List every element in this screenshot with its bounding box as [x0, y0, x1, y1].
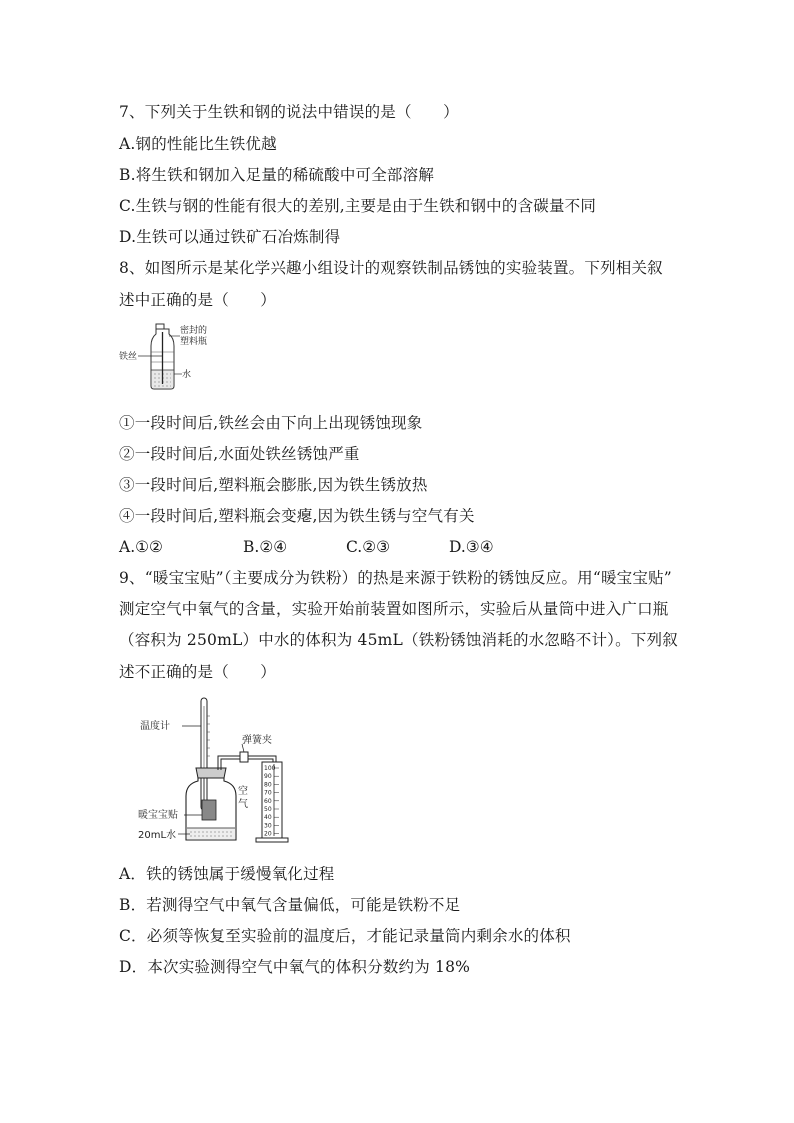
q9-option-d: D．本次实验测得空气中氧气的体积分数约为 18% [119, 958, 471, 976]
q7-option-d: D.生铁可以通过铁矿石冶炼制得 [119, 228, 341, 246]
bottle-cap [156, 324, 164, 329]
label-water-20ml: 20mL水 [138, 830, 177, 841]
q8-bottle-figure [118, 322, 228, 392]
q7-option-c: C.生铁与钢的性能有很大的差别,主要是由于生铁和钢中的含碳量不同 [119, 197, 597, 215]
cylinder-tick-label: 40 [264, 814, 272, 822]
q7-option-a: A.钢的性能比生铁优越 [119, 135, 277, 153]
label-heat-pad: 暖宝宝贴 [138, 810, 178, 821]
q8-statement-1: ①一段时间后,铁丝会由下向上出现锈蚀现象 [119, 414, 423, 432]
q8-option-c: C.②③ [346, 538, 391, 556]
label-air-2: 气 [238, 799, 248, 810]
cylinder-tick-label: 90 [264, 773, 272, 781]
q9-stem-line1: 9、“暖宝宝贴”（主要成分为铁粉）的热是来源于铁粉的锈蚀反应。用“暖宝宝贴” [119, 569, 672, 587]
q8-stem-line2: 述中正确的是（ ） [119, 291, 277, 309]
cylinder-tick-label: 50 [264, 806, 272, 813]
label-spring-clamp: 弹簧夹 [242, 735, 272, 746]
label-air-1: 空 [238, 786, 248, 797]
cylinder-tick-label: 30 [264, 822, 272, 830]
label-sealed-bottle-1: 密封的 [180, 326, 208, 336]
q9-stem-line3: （容积为 250mL）中水的体积为 45mL（铁粉锈蚀消耗的水忽略不计）。下列叙 [119, 631, 678, 649]
q8-options [119, 537, 679, 557]
q9-option-c: C．必须等恢复至实验前的温度后，才能记录量筒内剩余水的体积 [119, 927, 571, 945]
q8-statement-2: ②一段时间后,水面处铁丝锈蚀严重 [119, 445, 360, 463]
q8-option-d: D.③④ [449, 538, 494, 556]
q8-stem-line1: 8、如图所示是某化学兴趣小组设计的观察铁制品锈蚀的实验装置。下列相关叙 [119, 259, 663, 277]
q7-option-b: B.将生铁和钢加入足量的稀硫酸中可全部溶解 [119, 166, 435, 184]
q7-stem: 7、下列关于生铁和钢的说法中错误的是（ ） [119, 103, 459, 121]
q8-option-b: B.②④ [243, 538, 288, 556]
q9-option-a: A．铁的锈蚀属于缓慢氧化过程 [119, 865, 335, 883]
cylinder-tick-label: 70 [264, 789, 272, 797]
q9-apparatus-figure [138, 696, 308, 846]
label-sealed-bottle-2: 塑料瓶 [180, 337, 208, 347]
q9-stem-line4: 述不正确的是（ ） [119, 663, 277, 681]
cylinder-tick-label: 20 [264, 830, 272, 838]
label-iron-wire: 铁丝 [119, 352, 138, 362]
cylinder-tick-label: 100 [264, 765, 276, 772]
q8-statement-3: ③一段时间后,塑料瓶会膨胀,因为铁生锈放热 [119, 476, 428, 494]
jar-water [187, 828, 235, 839]
q9-stem-line2: 测定空气中氧气的含量，实验开始前装置如图所示，实验后从量筒中进入广口瓶 [119, 600, 669, 618]
label-water: 水 [182, 370, 192, 380]
cylinder-ticks [264, 765, 279, 838]
cylinder-tick-label: 60 [264, 797, 272, 805]
q9-option-b: B．若测得空气中氧气含量偏低，可能是铁粉不足 [119, 896, 461, 914]
spring-clamp [240, 752, 248, 762]
label-thermometer: 温度计 [140, 721, 170, 732]
q8-statement-4: ④一段时间后,塑料瓶会变瘪,因为铁生锈与空气有关 [119, 507, 475, 525]
heat-pad [202, 800, 216, 820]
cylinder-tick-label: 80 [264, 781, 272, 789]
q8-option-a: A.①② [119, 538, 163, 556]
